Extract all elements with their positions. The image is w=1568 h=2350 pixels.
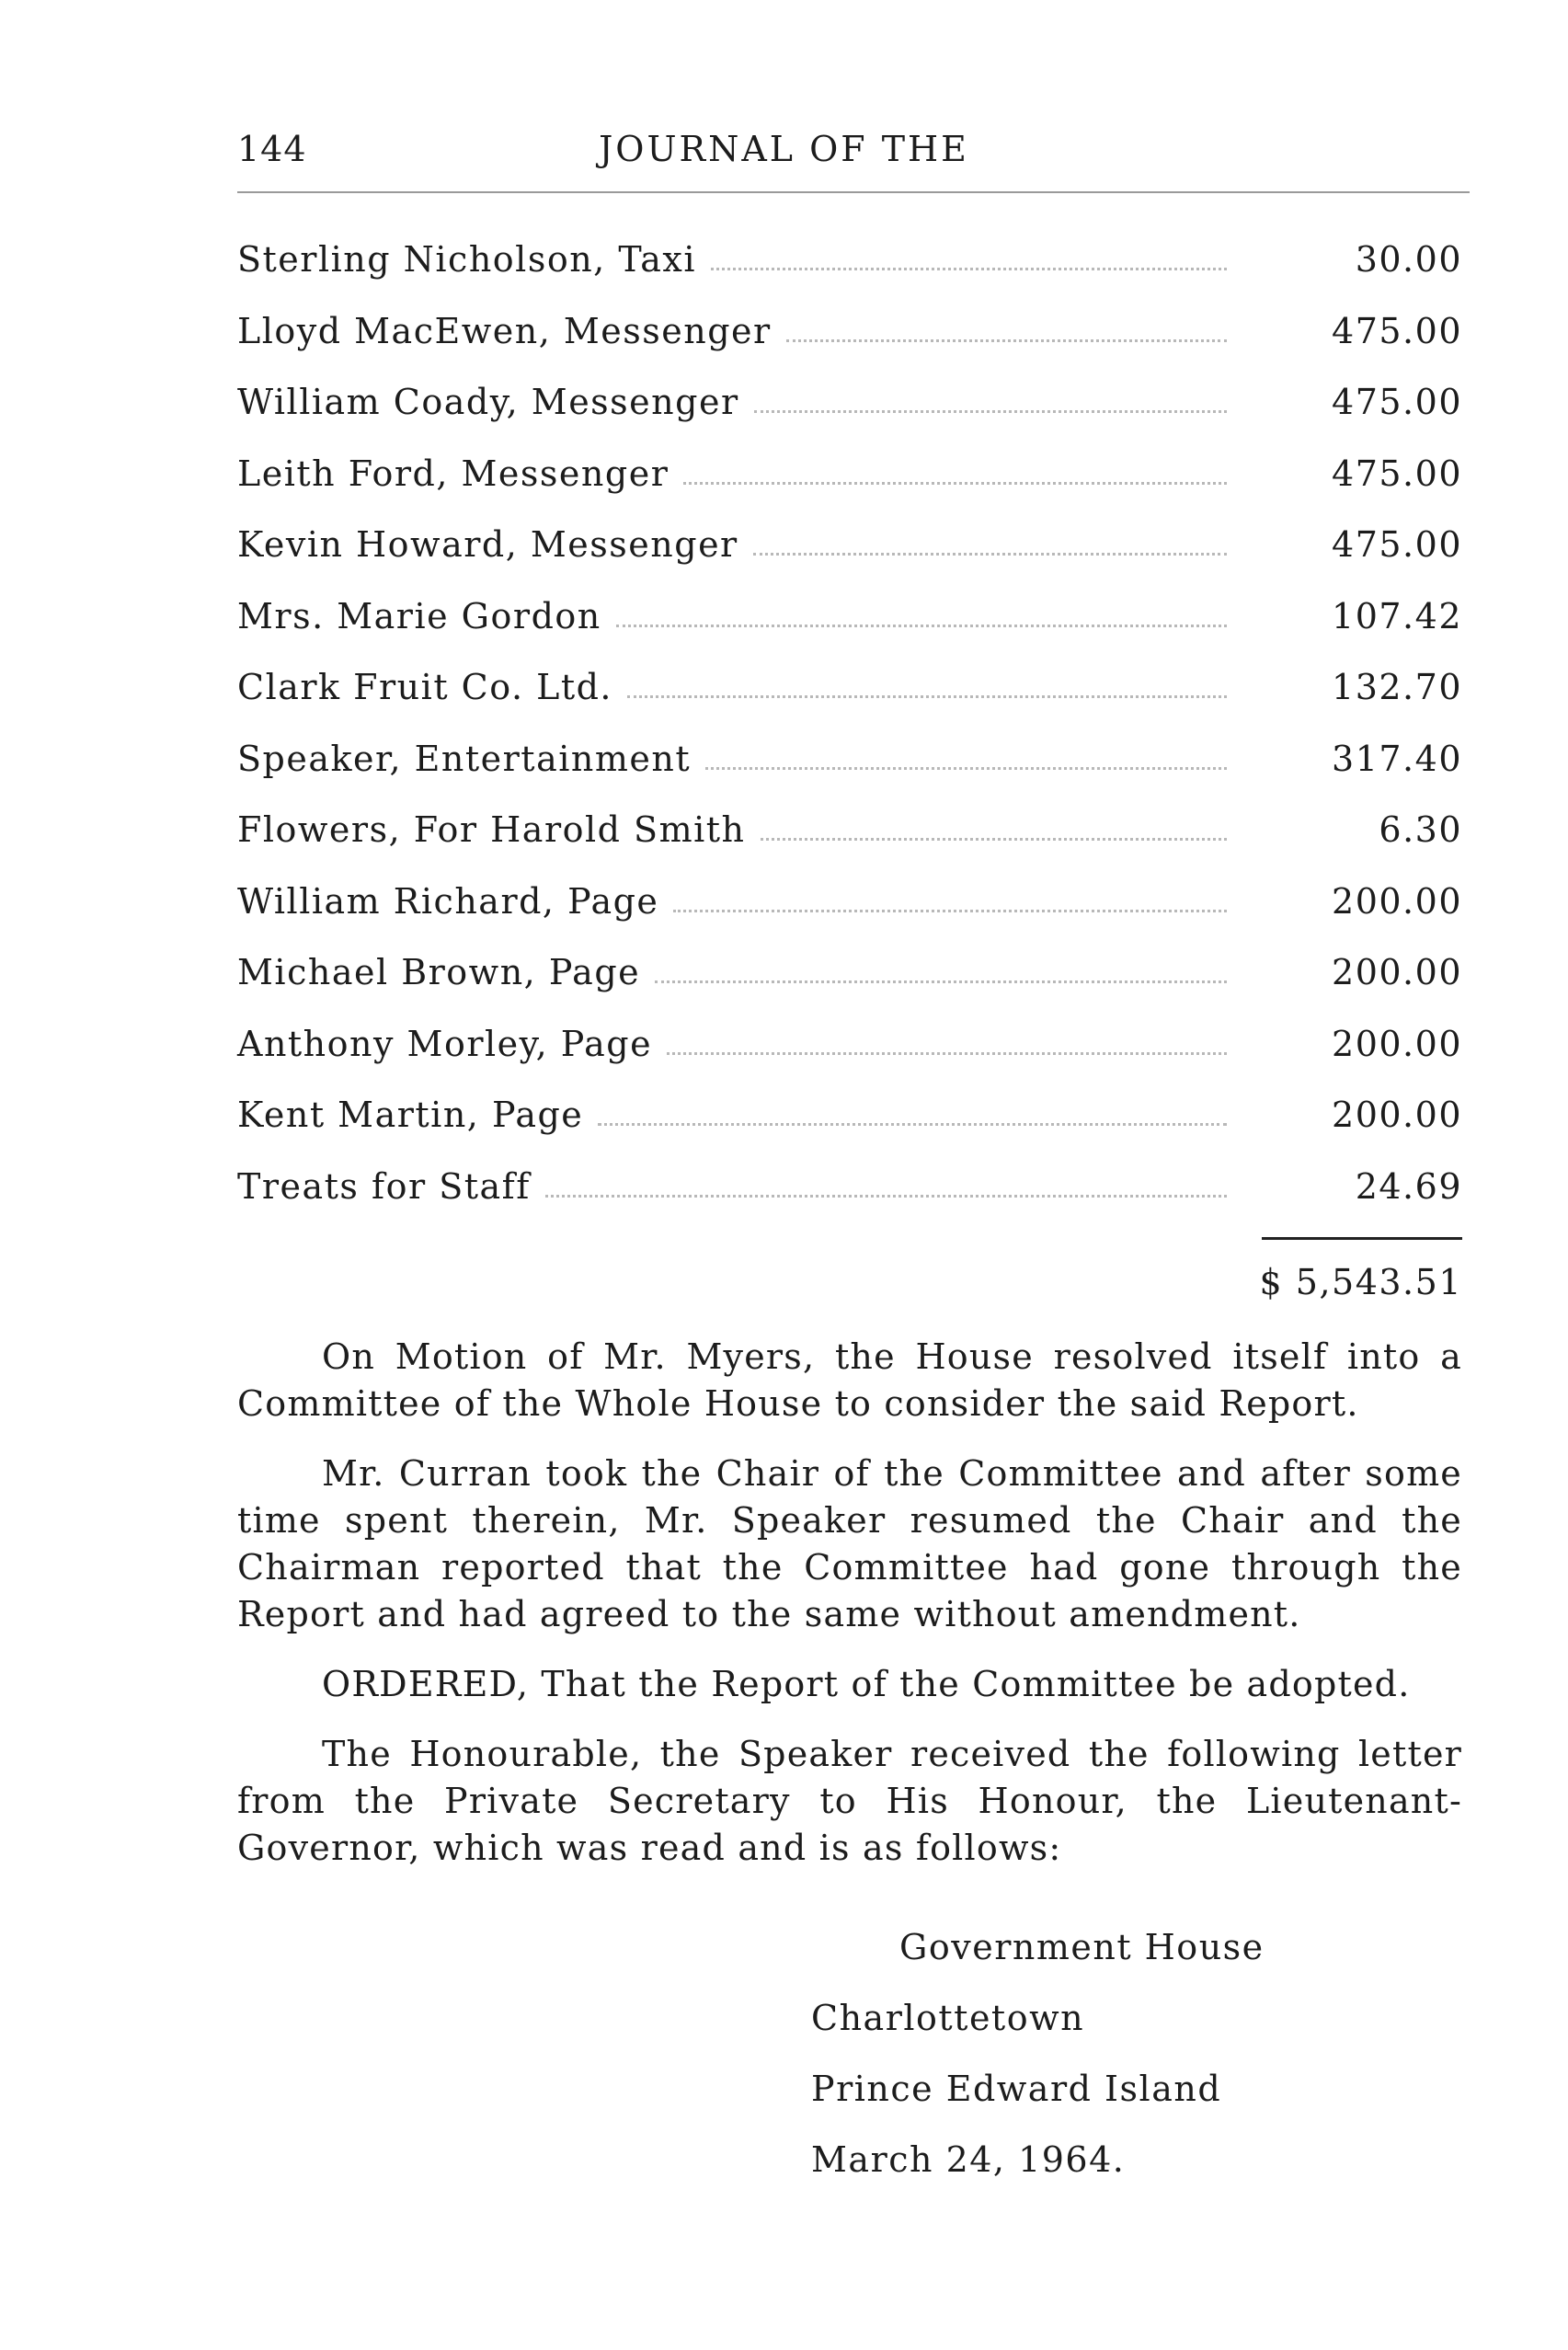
expense-amount: 30.00 (1355, 239, 1462, 280)
dot-leader (754, 410, 1227, 413)
dot-leader (711, 268, 1227, 270)
expense-payee: Kevin Howard, Messenger (237, 524, 738, 565)
expense-row (237, 881, 1462, 953)
expense-amount: 475.00 (1332, 524, 1462, 565)
expense-amount: 317.40 (1332, 738, 1462, 779)
dot-leader (673, 910, 1227, 912)
expense-amount: 24.69 (1355, 1165, 1462, 1207)
dot-leader (786, 339, 1227, 342)
expense-row (237, 739, 1462, 810)
committee-paragraph: Mr. Curran took the Chair of the Committee and after some time spent therein, Mr. Speaker resumed the Chair and the Chairman reported that the Committee had gone through the Report and had agreed to the same without amendment. (237, 1453, 1462, 1634)
dot-leader (616, 625, 1227, 627)
expense-amount: 200.00 (1332, 952, 1462, 992)
expense-row (237, 382, 1462, 453)
expense-row (237, 1166, 1462, 1238)
expense-payee: Anthony Morley, Page (237, 1023, 653, 1064)
expense-list (237, 239, 1462, 1237)
header-rule (237, 191, 1470, 193)
expense-row (237, 239, 1462, 311)
expense-amount: 200.00 (1332, 880, 1462, 922)
total-rule (1262, 1237, 1462, 1240)
address-line: Prince Edward Island (811, 2069, 1222, 2109)
expense-amount: 107.42 (1332, 595, 1462, 636)
total-amount: $ 5,543.51 (1259, 1262, 1462, 1302)
letter-date: March 24, 1964. (811, 2139, 1126, 2180)
expense-row (237, 596, 1462, 668)
page-number: 144 (237, 129, 307, 169)
expense-payee: Kent Martin, Page (237, 1095, 584, 1135)
expense-payee: Michael Brown, Page (237, 952, 641, 992)
dot-leader (705, 767, 1227, 770)
expense-amount: 200.00 (1332, 1095, 1462, 1135)
dot-leader (683, 482, 1227, 485)
expense-payee: Sterling Nicholson, Taxi (237, 239, 696, 280)
expense-row (237, 952, 1462, 1024)
expense-payee: Mrs. Marie Gordon (237, 595, 601, 636)
expense-amount: 200.00 (1332, 1023, 1462, 1064)
dot-leader (667, 1052, 1227, 1055)
expense-row (237, 667, 1462, 739)
expense-amount: 475.00 (1332, 453, 1462, 494)
dot-leader (545, 1195, 1227, 1198)
expense-row (237, 1095, 1462, 1166)
ordered-paragraph: ORDERED, That the Report of the Committee be adopted. (322, 1664, 1411, 1704)
dot-leader (761, 838, 1227, 841)
expense-payee: William Coady, Messenger (237, 382, 739, 422)
expense-payee: Treats for Staff (237, 1165, 531, 1207)
letter-intro-paragraph: The Honourable, the Speaker received the following letter from the Private Secretary to His Honour, the Lieutenant-Governor, which was read and is as follows: (237, 1734, 1462, 1868)
address-line: Charlottetown (811, 1998, 1085, 2038)
dot-leader (627, 695, 1227, 698)
expense-payee: Lloyd MacEwen, Messenger (237, 310, 772, 351)
expense-amount: 475.00 (1332, 310, 1462, 351)
expense-row (237, 524, 1462, 596)
address-line: Government House (899, 1927, 1265, 1967)
journal-body (237, 1334, 1462, 1895)
dot-leader (598, 1123, 1227, 1126)
running-title: JOURNAL OF THE (599, 129, 969, 169)
expense-payee: Clark Fruit Co. Ltd. (237, 667, 613, 707)
expense-row (237, 809, 1462, 881)
expense-row (237, 311, 1462, 383)
motion-paragraph: On Motion of Mr. Myers, the House resolved itself into a Committee of the Whole House to consider the said Report. (237, 1336, 1462, 1424)
expense-payee: Flowers, For Harold Smith (237, 809, 746, 850)
expense-amount: 6.30 (1379, 809, 1462, 850)
expense-row (237, 453, 1462, 525)
dot-leader (753, 553, 1227, 556)
dot-leader (655, 980, 1227, 983)
expense-row (237, 1024, 1462, 1095)
expense-amount: 132.70 (1332, 667, 1462, 707)
letter-address (811, 1927, 1265, 2210)
expense-amount: 475.00 (1332, 382, 1462, 422)
expense-payee: Leith Ford, Messenger (237, 453, 670, 494)
expense-payee: Speaker, Entertainment (237, 738, 692, 779)
expense-payee: William Richard, Page (237, 880, 659, 922)
